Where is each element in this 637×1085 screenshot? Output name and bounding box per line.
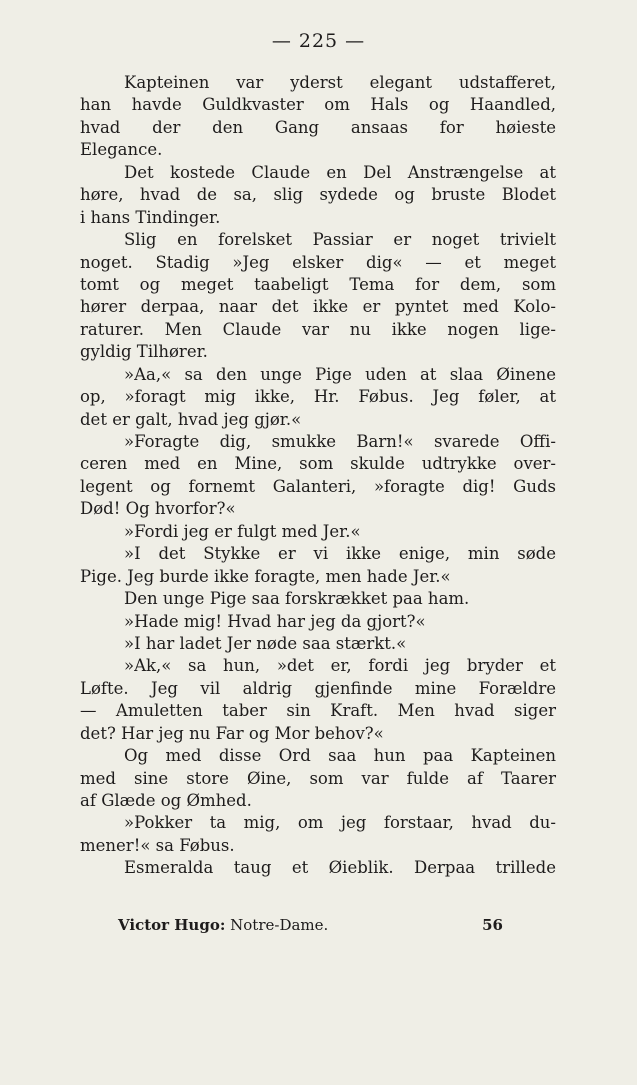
text-line: hører derpaa, naar det ikke er pyntet med Kolo- <box>80 297 556 317</box>
text-line: Kapteinen var yderst elegant udstafferet, <box>124 73 556 92</box>
text-line: hvad der den Gang ansaas for høieste <box>80 117 556 137</box>
text-line: noget. Stadig »Jeg elsker dig« — et meget <box>80 252 556 272</box>
text-line: Det kostede Claude en Del Anstrængelse at <box>124 162 556 182</box>
body-text <box>80 72 556 880</box>
text-line: høre, hvad de sa, slig sydede og bruste Blodet <box>80 185 556 205</box>
text-line: »Fordi jeg er fulgt med Jer.« <box>124 521 361 541</box>
text-line: »I har ladet Jer nøde saa stærkt.« <box>124 633 407 653</box>
text-line: »I det Stykke er vi ikke enige, min søde <box>124 544 556 564</box>
text-line: ceren med en Mine, som skulde udtrykke over- <box>80 454 556 474</box>
text-line: Slig en forelsket Passiar er noget trivielt <box>124 230 556 250</box>
footer-author: Victor Hugo: <box>118 916 226 934</box>
text-line: Død! Og hvorfor?« <box>80 499 236 519</box>
text-line: »Pokker ta mig, om jeg forstaar, hvad du- <box>124 813 556 833</box>
text-line: »Ak,« sa hun, »det er, fordi jeg bryder et <box>124 656 556 676</box>
text-line: mener!« sa Føbus. <box>80 835 235 855</box>
footer-source <box>118 916 328 934</box>
text-line: Esmeralda taug et Øieblik. Derpaa trillede <box>124 858 556 878</box>
footer-signature: 56 <box>482 916 503 934</box>
text-line: Elegance. <box>80 140 163 160</box>
text-line: »Aa,« sa den unge Pige uden at slaa Øinene <box>124 364 556 384</box>
text-line: det er galt, hvad jeg gjør.« <box>80 409 302 429</box>
text-line: Og med disse Ord saa hun paa Kapteinen <box>124 746 556 766</box>
text-line: det? Har jeg nu Far og Mor behov?« <box>80 723 384 743</box>
text-line: legent og fornemt Galanteri, »foragte dig! Guds <box>80 476 556 496</box>
text-line: af Glæde og Ømhed. <box>80 791 252 810</box>
text-line: tomt og meget taabeligt Tema for dem, som <box>80 274 556 294</box>
text-line: gyldig Tilhører. <box>80 342 208 362</box>
text-line: »Hade mig! Hvad har jeg da gjort?« <box>124 611 426 631</box>
text-line: »Foragte dig, smukke Barn!« svarede Offi- <box>124 432 556 451</box>
footer-title: Notre-Dame. <box>230 916 329 934</box>
text-line: raturer. Men Claude var nu ikke nogen lige- <box>80 319 556 339</box>
text-line: i hans Tindinger. <box>80 207 221 227</box>
text-line: — Amuletten taber sin Kraft. Men hvad siger <box>80 701 556 721</box>
text-line: op, »foragt mig ikke, Hr. Føbus. Jeg føler, at <box>80 387 556 407</box>
text-line: med sine store Øine, som var fulde af Taarer <box>80 768 556 788</box>
text-line: Den unge Pige saa forskrækket paa ham. <box>124 589 470 609</box>
text-line: Pige. Jeg burde ikke foragte, men hade Jer.« <box>80 566 451 586</box>
text-line: han havde Guldkvaster om Hals og Haandled, <box>80 95 556 115</box>
page-number: — 225 — <box>271 30 366 52</box>
page-footer <box>118 916 503 934</box>
text-line: Løfte. Jeg vil aldrig gjenfinde mine Forældre <box>80 678 556 698</box>
